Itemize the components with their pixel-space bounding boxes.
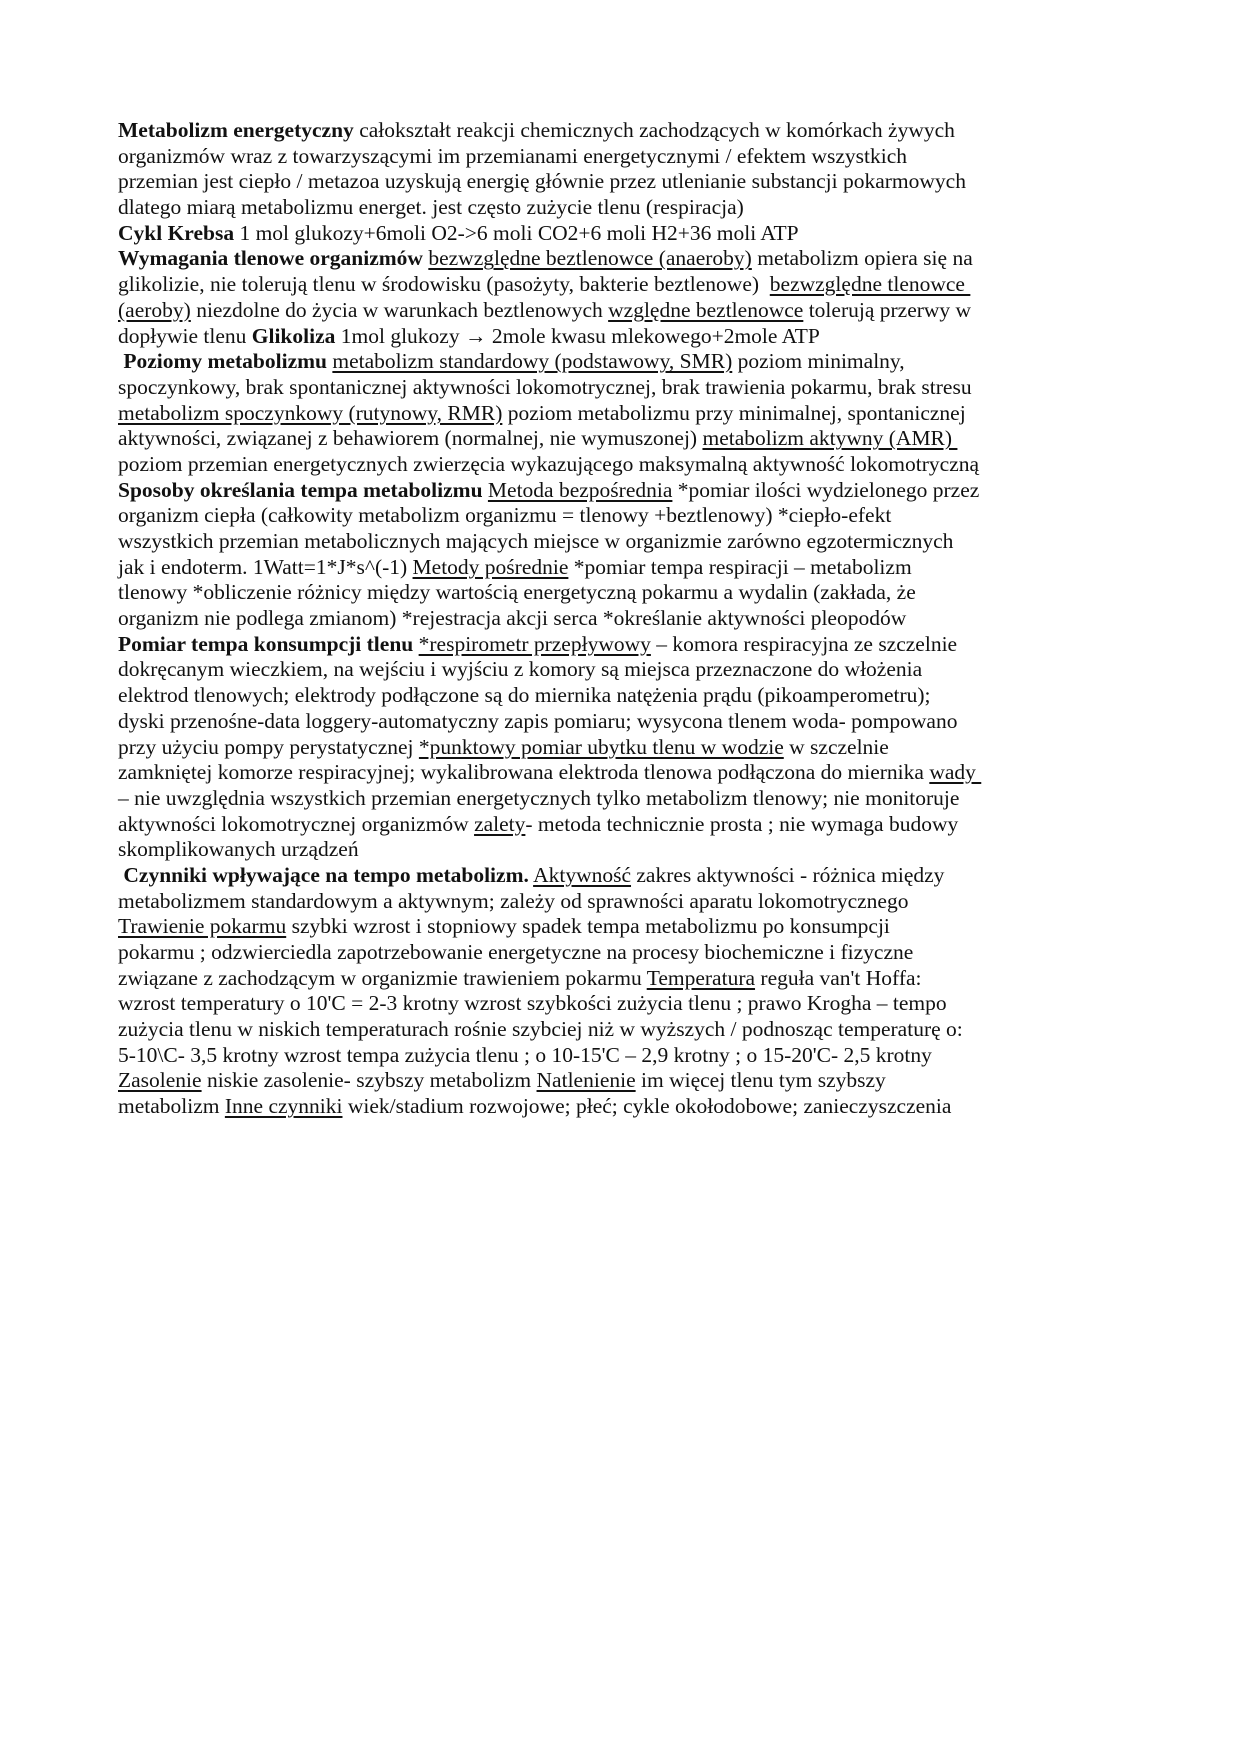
body-text: – nie uwzględnia wszystkich przemian energetycznych tylko metabolizm tlenowy; nie monitoruje (118, 785, 960, 810)
body-text: zakres aktywności - różnica między (631, 862, 945, 887)
text-line (118, 786, 1118, 812)
section-heading: Sposoby określania tempa metabolizmu (118, 477, 483, 502)
text-line (118, 195, 1118, 221)
body-text: dopływie tlenu (118, 323, 252, 348)
body-text: przemian jest ciepło / metazoa uzyskują energię głównie przez utlenianie substancji pokarmowych (118, 169, 966, 194)
body-text: organizm ciepła (całkowity metabolizm organizmu = tlenowy +beztlenowy) *ciepło-efekt (118, 503, 892, 528)
body-text: pokarmu ; odzwierciedla zapotrzebowanie energetyczne na procesy biochemiczne i fizyczne (118, 940, 914, 964)
body-text: dyski przenośne-data loggery-automatyczny zapis pomiaru; wysycona tlenem woda- pompowano (118, 708, 958, 733)
body-text: reguła van't Hoffa: (755, 965, 922, 990)
text-line (118, 426, 1118, 452)
text-line (118, 863, 1118, 889)
text-line (118, 1094, 1118, 1120)
underlined-term: *respirometr przepływowy (418, 631, 651, 656)
body-text: *pomiar ilości wydzielonego przez (672, 477, 980, 502)
text-line (118, 940, 1118, 966)
underlined-term: metabolizm aktywny (AMR) (702, 426, 958, 451)
underlined-term: Metody pośrednie (412, 554, 569, 579)
text-line (118, 914, 1118, 940)
body-text: wszystkich przemian metabolicznych mających miejsce w organizmie zarówno egzotermicznych (118, 529, 954, 553)
body-text: poziom przemian energetycznych zwierzęcia wykazującego maksymalną aktywność lokomotryczną (118, 451, 980, 476)
section-heading: Wymagania tlenowe organizmów (118, 246, 423, 271)
body-text: metabolizm opiera się na (751, 246, 973, 271)
text-line (118, 760, 1118, 786)
body-text: wzrost temperatury o 10'C = 2-3 krotny wzrost szybkości zużycia tlenu ; prawo Krogha – tempo (118, 991, 947, 1016)
text-line (118, 452, 1118, 478)
text-line (118, 298, 1118, 324)
body-text: 1 mol glukozy+6moli O2->6 moli CO2+6 moli H2+36 moli ATP (234, 220, 799, 245)
body-text: – komora respiracyjna ze szczelnie (650, 631, 958, 656)
underlined-term: Metoda bezpośrednia (487, 477, 673, 502)
text-line (118, 503, 1118, 529)
document-body-text (118, 118, 1118, 1120)
text-line (118, 1043, 1118, 1069)
underlined-term: względne beztlenowce (608, 297, 804, 322)
underlined-term: Trawienie pokarmu (118, 914, 287, 939)
underlined-term: Inne czynniki (224, 1094, 343, 1119)
body-text: tlenowy *obliczenie różnicy między wartością energetyczną pokarmu a wydalin (zakłada, że (118, 580, 916, 605)
body-text: organizmów wraz z towarzyszącymi im przemianami energetycznymi / efektem wszystkich (118, 143, 908, 168)
text-line (118, 375, 1118, 401)
section-heading: Glikoliza (251, 323, 336, 348)
text-line (118, 889, 1118, 915)
text-line (118, 1068, 1118, 1094)
body-text: dokręcanym wieczkiem, na wejściu i wyjściu z komory są miejsca przeznaczone do włożenia (118, 657, 923, 682)
body-text: 1mol glukozy → 2mole kwasu mlekowego+2mole ATP (335, 323, 820, 348)
underlined-term: Natlenienie (536, 1068, 636, 1093)
text-line (118, 144, 1118, 170)
body-text: wiek/stadium rozwojowe; płeć; cykle okołodobowe; zanieczyszczenia (342, 1094, 952, 1119)
text-line (118, 837, 1118, 863)
section-heading: Pomiar tempa konsumpcji tlenu (118, 631, 414, 656)
underlined-term: metabolizm spoczynkowy (rutynowy, RMR) (118, 400, 503, 425)
text-line (118, 324, 1118, 350)
section-heading: Czynniki wpływające na tempo metabolizm. (123, 862, 529, 887)
text-line (118, 991, 1118, 1017)
body-text: poziom metabolizmu przy minimalnej, spontanicznej (502, 400, 966, 425)
text-line (118, 580, 1118, 606)
body-text: niskie zasolenie- szybszy metabolizm (201, 1068, 537, 1093)
text-line (118, 709, 1118, 735)
text-line (118, 221, 1118, 247)
body-text: aktywności, związanej z behawiorem (normalnej, nie wymuszonej) (118, 426, 703, 451)
underlined-term: bezwzględne beztlenowce (anaeroby) (428, 246, 752, 271)
underlined-term: (aeroby) (118, 297, 191, 322)
body-text: tolerują przerwy w (803, 297, 972, 322)
body-text: im więcej tlenu tym szybszy (635, 1068, 886, 1093)
underlined-term: metabolizm standardowy (podstawowy, SMR) (332, 349, 733, 374)
body-text: poziom minimalny, (732, 349, 905, 374)
text-line (118, 555, 1118, 581)
body-text: *pomiar tempa respiracji – metabolizm (568, 554, 912, 579)
body-text: przy użyciu pompy perystatycznej (118, 734, 419, 759)
body-text: jak i endoterm. 1Watt=1*J*s^(-1) (118, 554, 413, 579)
underlined-term: *punktowy pomiar ubytku tlenu w wodzie (418, 734, 784, 759)
text-line (118, 812, 1118, 838)
body-text: organizm nie podlega zmianom) *rejestracja akcji serca *określanie aktywności pleopodów (118, 606, 907, 631)
text-line (118, 118, 1118, 144)
body-text: skomplikowanych urządzeń (118, 837, 359, 862)
body-text: całokształt reakcji chemicznych zachodzących w komórkach żywych (353, 118, 955, 142)
underlined-term: bezwzględne tlenowce (769, 272, 971, 297)
text-line (118, 169, 1118, 195)
body-text: metabolizmem standardowym a aktywnym; zależy od sprawności aparatu lokomotrycznego (118, 888, 909, 913)
underlined-term: Temperatura (646, 965, 756, 990)
body-text: niezdolne do życia w warunkach beztlenowych (190, 297, 609, 322)
body-text: spoczynkowy, brak spontanicznej aktywności lokomotrycznej, brak trawienia pokarmu, brak stresu (118, 374, 972, 399)
text-line (118, 349, 1118, 375)
body-text: zamkniętej komorze respiracyjnej; wykalibrowana elektroda tlenowa podłączona do miernika (118, 760, 930, 785)
body-text: w szczelnie (783, 734, 889, 759)
text-line (118, 1017, 1118, 1043)
text-line (118, 683, 1118, 709)
body-text: glikolizie, nie tolerują tlenu w środowisku (pasożyty, bakterie beztlenowe) (118, 272, 770, 297)
text-line (118, 478, 1118, 504)
text-line (118, 606, 1118, 632)
body-text: zużycia tlenu w niskich temperaturach rośnie szybciej niż w wyższych / podnosząc temperaturę o: (118, 1017, 963, 1042)
section-heading: Cykl Krebsa (118, 220, 235, 245)
text-line (118, 966, 1118, 992)
body-text: elektrod tlenowych; elektrody podłączone są do miernika natężenia prądu (pikoamperometru); (118, 683, 931, 708)
body-text: związane z zachodzącym w organizmie trawieniem pokarmu (118, 965, 647, 990)
underlined-term: zalety (474, 811, 526, 836)
underlined-term: wady (929, 760, 982, 785)
text-line (118, 529, 1118, 555)
text-line (118, 401, 1118, 427)
text-line (118, 657, 1118, 683)
text-line (118, 272, 1118, 298)
section-heading: Metabolizm energetyczny (118, 118, 354, 142)
section-heading: Poziomy metabolizmu (123, 349, 327, 374)
body-text: szybki wzrost i stopniowy spadek tempa metabolizmu po konsumpcji (286, 914, 890, 939)
body-text: - metoda technicznie prosta ; nie wymaga budowy (525, 811, 959, 836)
body-text: 5-10\C- 3,5 krotny wzrost tempa zużycia tlenu ; o 10-15'C – 2,9 krotny ; o 15-20'C- 2,5 krotny (118, 1042, 932, 1067)
underlined-term: Aktywność (533, 862, 632, 887)
text-line (118, 632, 1118, 658)
body-text: metabolizm (118, 1094, 225, 1119)
text-line (118, 735, 1118, 761)
body-text: dlatego miarą metabolizmu energet. jest często zużycie tlenu (respiracja) (118, 195, 744, 220)
body-text: aktywności lokomotrycznej organizmów (118, 811, 475, 836)
text-line (118, 246, 1118, 272)
underlined-term: Zasolenie (118, 1068, 202, 1093)
